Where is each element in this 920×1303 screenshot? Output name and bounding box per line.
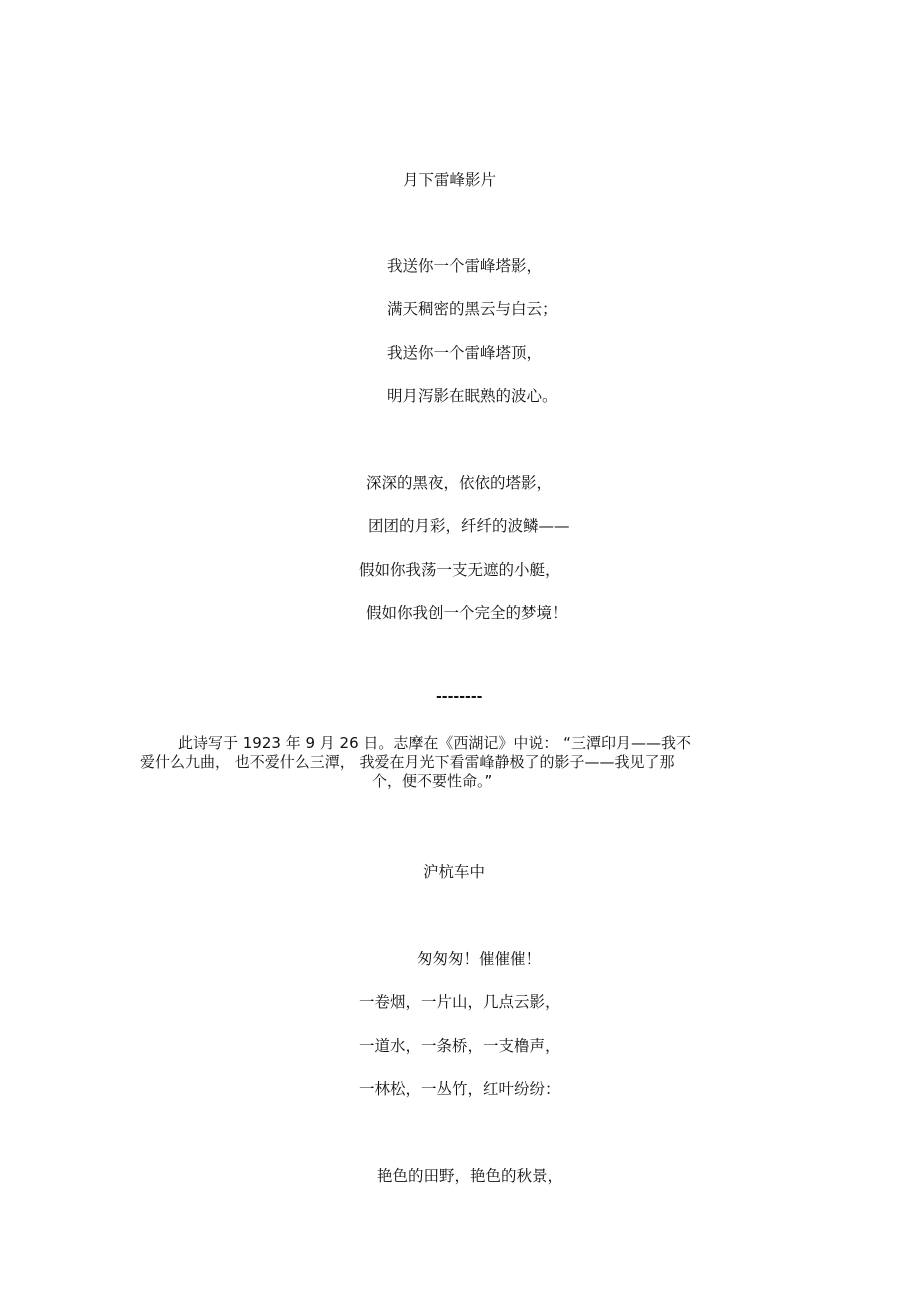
- poem-line: 我送你一个雷峰塔影，: [387, 257, 543, 275]
- poem-line: 满天稠密的黑云与白云；: [387, 300, 558, 318]
- poem-line: 假如你我创一个完全的梦境！: [366, 604, 568, 622]
- poem-title: 沪杭车中: [423, 863, 486, 881]
- poem-line: 我送你一个雷峰塔顶，: [387, 344, 543, 362]
- poem-title: 月下雷峰影片: [403, 171, 497, 189]
- poem-line: 艳色的田野，艳色的秋景，: [377, 1167, 564, 1185]
- poem-line: 深深的黑夜，依依的塔影，: [366, 474, 553, 492]
- note-line: 爱什么九曲， 也不爱什么三潭， 我爱在月光下看雷峰静极了的影子——我见了那: [140, 753, 675, 771]
- poem-line: 一道水，一条桥，一支橹声，: [359, 1037, 561, 1055]
- poem-line: 一林松，一丛竹，红叶纷纷：: [359, 1080, 561, 1098]
- section-divider: --------: [436, 689, 483, 705]
- poem-line: 匆匆匆！催催催！: [417, 950, 542, 968]
- poem-line: 假如你我荡一支无遮的小艇，: [359, 561, 561, 579]
- poem-line: 一卷烟，一片山，几点云影，: [359, 993, 561, 1011]
- note-line: 个，便不要性命。”: [372, 772, 493, 790]
- note-line: 此诗写于 1923 年 9 月 26 日。志摩在《西湖记》中说： “三潭印月——我不: [178, 734, 691, 752]
- poem-line: 明月泻影在眠熟的波心。: [387, 387, 558, 405]
- poem-line: 团团的月彩，纤纤的波鳞——: [368, 517, 570, 535]
